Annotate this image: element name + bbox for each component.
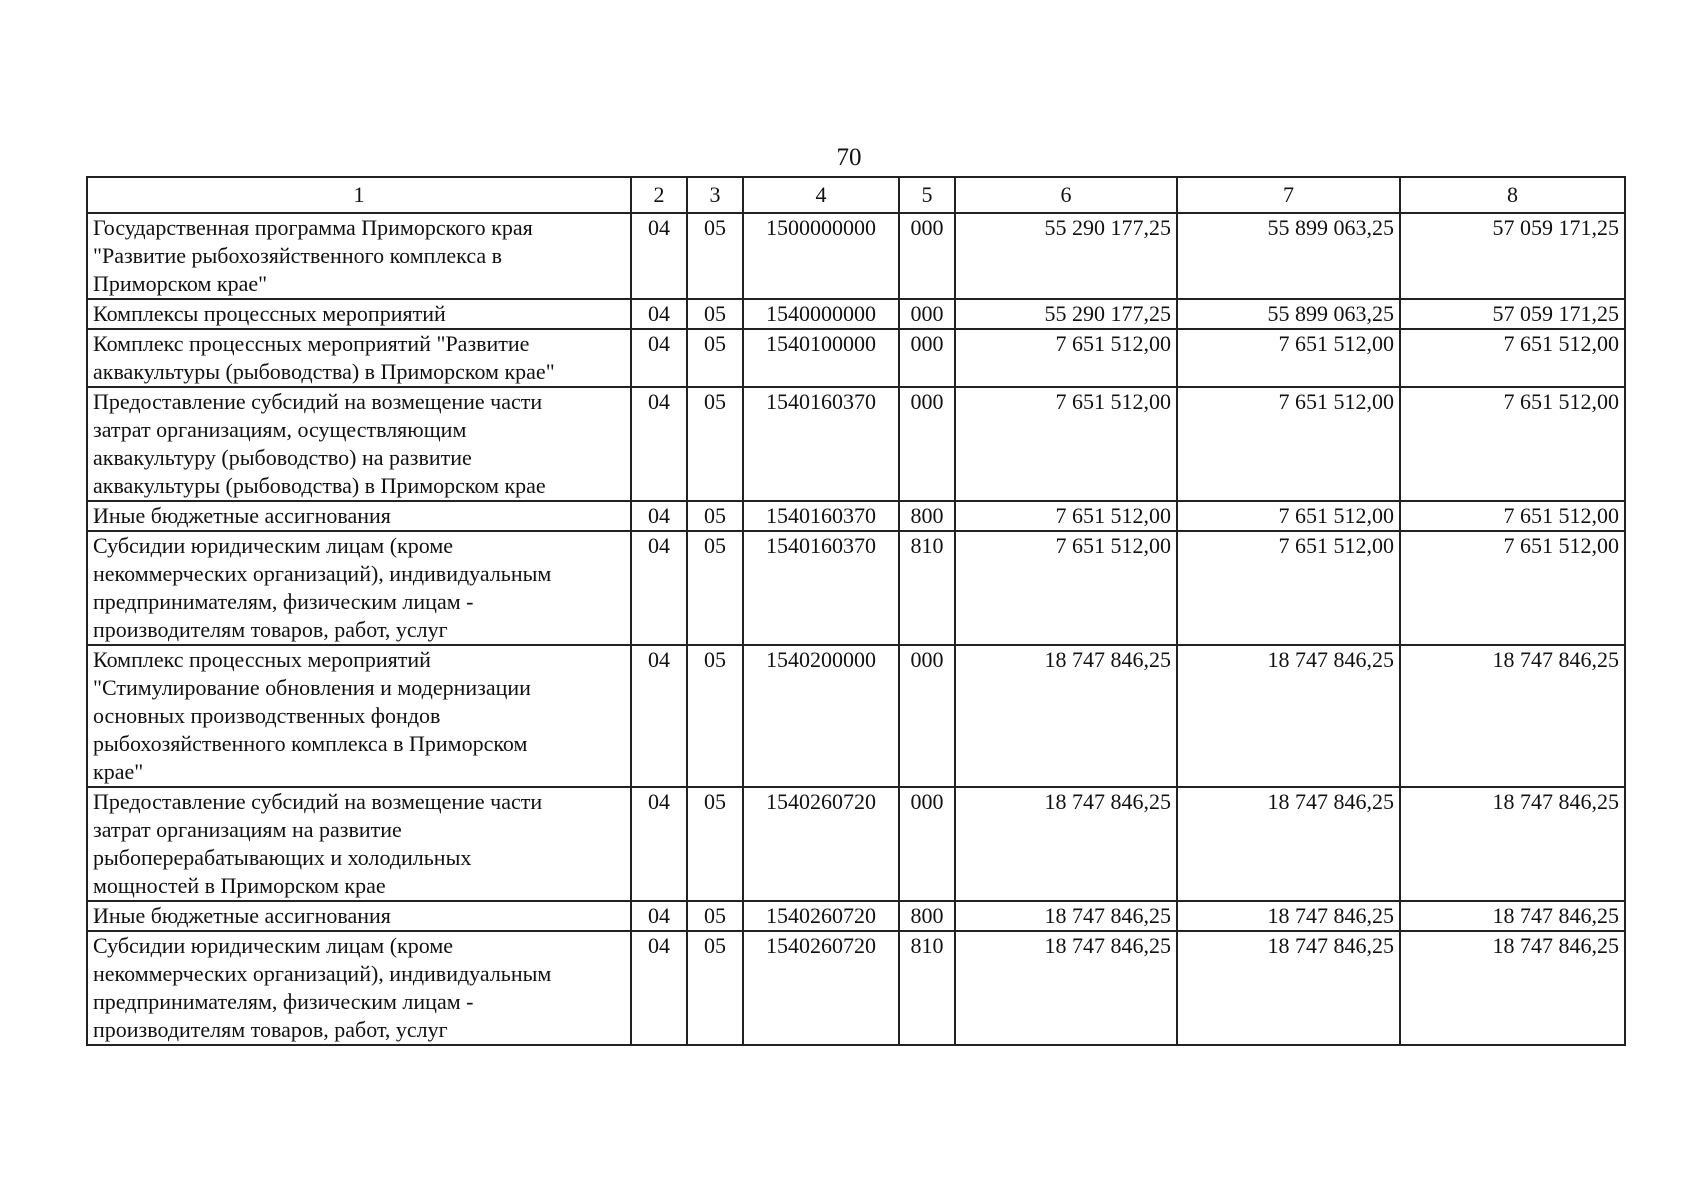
subsection-code: 05	[687, 901, 743, 931]
subsection-code: 05	[687, 213, 743, 299]
description-line: затрат организациям на развитие	[93, 817, 402, 842]
expense-type-code: 800	[899, 501, 955, 531]
expense-type-code: 810	[899, 931, 955, 1045]
description-line: Иные бюджетные ассигнования	[93, 503, 391, 528]
section-code: 04	[631, 531, 687, 645]
column-header-7: 7	[1177, 177, 1400, 213]
table-row	[87, 329, 1625, 387]
row-description	[87, 213, 631, 299]
description-line: Субсидии юридическим лицам (кроме	[93, 533, 454, 558]
description-line: производителям товаров, работ, услуг	[93, 617, 448, 642]
section-code: 04	[631, 387, 687, 501]
description-line: Комплекс процессных мероприятий "Развитие	[93, 331, 530, 356]
table-header-row	[87, 177, 1625, 213]
target-item-code: 1540000000	[743, 299, 899, 329]
amount-col-8: 57 059 171,25	[1400, 213, 1625, 299]
description-line: Предоставление субсидий на возмещение части	[93, 389, 543, 414]
description-line: аквакультуру (рыбоводство) на развитие	[93, 445, 472, 470]
amount-col-8: 7 651 512,00	[1400, 329, 1625, 387]
description-line: производителям товаров, работ, услуг	[93, 1017, 448, 1042]
amount-col-7: 18 747 846,25	[1177, 787, 1400, 901]
row-description	[87, 299, 631, 329]
description-line: "Развитие рыбохозяйственного комплекса в	[93, 243, 502, 268]
description-line: предпринимателям, физическим лицам -	[93, 589, 474, 614]
column-header-1: 1	[87, 177, 631, 213]
column-header-2: 2	[631, 177, 687, 213]
table-row	[87, 213, 1625, 299]
amount-col-8: 18 747 846,25	[1400, 931, 1625, 1045]
row-description	[87, 387, 631, 501]
target-item-code: 1540100000	[743, 329, 899, 387]
description-line: некоммерческих организаций), индивидуальным	[93, 561, 552, 586]
description-line: крае"	[93, 759, 144, 784]
section-code: 04	[631, 901, 687, 931]
table-row	[87, 931, 1625, 1045]
row-description	[87, 901, 631, 931]
target-item-code: 1540160370	[743, 387, 899, 501]
row-description	[87, 787, 631, 901]
description-line: основных производственных фондов	[93, 703, 441, 728]
expense-type-code: 000	[899, 299, 955, 329]
expense-type-code: 000	[899, 213, 955, 299]
amount-col-7: 55 899 063,25	[1177, 299, 1400, 329]
description-line: Субсидии юридическим лицам (кроме	[93, 933, 454, 958]
amount-col-7: 7 651 512,00	[1177, 501, 1400, 531]
amount-col-6: 18 747 846,25	[955, 787, 1177, 901]
description-line: Комплекс процессных мероприятий	[93, 647, 431, 672]
description-line: аквакультуры (рыбоводства) в Приморском крае	[93, 473, 546, 498]
amount-col-8: 7 651 512,00	[1400, 501, 1625, 531]
section-code: 04	[631, 931, 687, 1045]
column-header-3: 3	[687, 177, 743, 213]
description-line: предпринимателям, физическим лицам -	[93, 989, 474, 1014]
amount-col-6: 7 651 512,00	[955, 387, 1177, 501]
expense-type-code: 810	[899, 531, 955, 645]
amount-col-8: 18 747 846,25	[1400, 901, 1625, 931]
amount-col-8: 7 651 512,00	[1400, 531, 1625, 645]
table-body	[87, 213, 1625, 1045]
description-line: Приморском крае"	[93, 271, 268, 296]
subsection-code: 05	[687, 329, 743, 387]
description-line: Комплексы процессных мероприятий	[93, 301, 446, 326]
expense-type-code: 000	[899, 329, 955, 387]
column-header-8: 8	[1400, 177, 1625, 213]
target-item-code: 1540260720	[743, 787, 899, 901]
budget-table	[86, 176, 1626, 1046]
amount-col-6: 7 651 512,00	[955, 329, 1177, 387]
page-number: 70	[836, 144, 862, 171]
target-item-code: 1540160370	[743, 501, 899, 531]
amount-col-8: 18 747 846,25	[1400, 645, 1625, 787]
section-code: 04	[631, 299, 687, 329]
section-code: 04	[631, 645, 687, 787]
amount-col-7: 18 747 846,25	[1177, 901, 1400, 931]
table-row	[87, 531, 1625, 645]
column-header-6: 6	[955, 177, 1177, 213]
amount-col-7: 7 651 512,00	[1177, 387, 1400, 501]
description-line: рыбохозяйственного комплекса в Приморском	[93, 731, 528, 756]
amount-col-8: 57 059 171,25	[1400, 299, 1625, 329]
subsection-code: 05	[687, 501, 743, 531]
amount-col-6: 7 651 512,00	[955, 501, 1177, 531]
subsection-code: 05	[687, 387, 743, 501]
expense-type-code: 000	[899, 387, 955, 501]
expense-type-code: 800	[899, 901, 955, 931]
column-header-4: 4	[743, 177, 899, 213]
amount-col-6: 55 290 177,25	[955, 299, 1177, 329]
table-row	[87, 645, 1625, 787]
amount-col-6: 18 747 846,25	[955, 931, 1177, 1045]
amount-col-6: 18 747 846,25	[955, 901, 1177, 931]
amount-col-6: 18 747 846,25	[955, 645, 1177, 787]
description-line: мощностей в Приморском крае	[93, 873, 386, 898]
description-line: Предоставление субсидий на возмещение части	[93, 789, 543, 814]
description-line: рыбоперерабатывающих и холодильных	[93, 845, 472, 870]
table-row	[87, 387, 1625, 501]
target-item-code: 1540160370	[743, 531, 899, 645]
table-row	[87, 299, 1625, 329]
row-description	[87, 531, 631, 645]
subsection-code: 05	[687, 787, 743, 901]
amount-col-6: 7 651 512,00	[955, 531, 1177, 645]
table-row	[87, 901, 1625, 931]
expense-type-code: 000	[899, 787, 955, 901]
subsection-code: 05	[687, 645, 743, 787]
amount-col-7: 55 899 063,25	[1177, 213, 1400, 299]
target-item-code: 1540260720	[743, 931, 899, 1045]
table-row	[87, 501, 1625, 531]
description-line: затрат организациям, осуществляющим	[93, 417, 467, 442]
section-code: 04	[631, 787, 687, 901]
subsection-code: 05	[687, 299, 743, 329]
amount-col-7: 18 747 846,25	[1177, 931, 1400, 1045]
section-code: 04	[631, 213, 687, 299]
amount-col-7: 7 651 512,00	[1177, 531, 1400, 645]
amount-col-7: 7 651 512,00	[1177, 329, 1400, 387]
subsection-code: 05	[687, 931, 743, 1045]
description-line: Иные бюджетные ассигнования	[93, 903, 391, 928]
row-description	[87, 931, 631, 1045]
row-description	[87, 501, 631, 531]
table-row	[87, 787, 1625, 901]
row-description	[87, 329, 631, 387]
amount-col-7: 18 747 846,25	[1177, 645, 1400, 787]
section-code: 04	[631, 501, 687, 531]
expense-type-code: 000	[899, 645, 955, 787]
description-line: "Стимулирование обновления и модернизации	[93, 675, 531, 700]
row-description	[87, 645, 631, 787]
column-header-5: 5	[899, 177, 955, 213]
target-item-code: 1540260720	[743, 901, 899, 931]
amount-col-6: 55 290 177,25	[955, 213, 1177, 299]
description-line: Государственная программа Приморского края	[93, 215, 533, 240]
section-code: 04	[631, 329, 687, 387]
description-line: аквакультуры (рыбоводства) в Приморском крае"	[93, 359, 555, 384]
target-item-code: 1500000000	[743, 213, 899, 299]
subsection-code: 05	[687, 531, 743, 645]
target-item-code: 1540200000	[743, 645, 899, 787]
description-line: некоммерческих организаций), индивидуальным	[93, 961, 552, 986]
amount-col-8: 18 747 846,25	[1400, 787, 1625, 901]
amount-col-8: 7 651 512,00	[1400, 387, 1625, 501]
